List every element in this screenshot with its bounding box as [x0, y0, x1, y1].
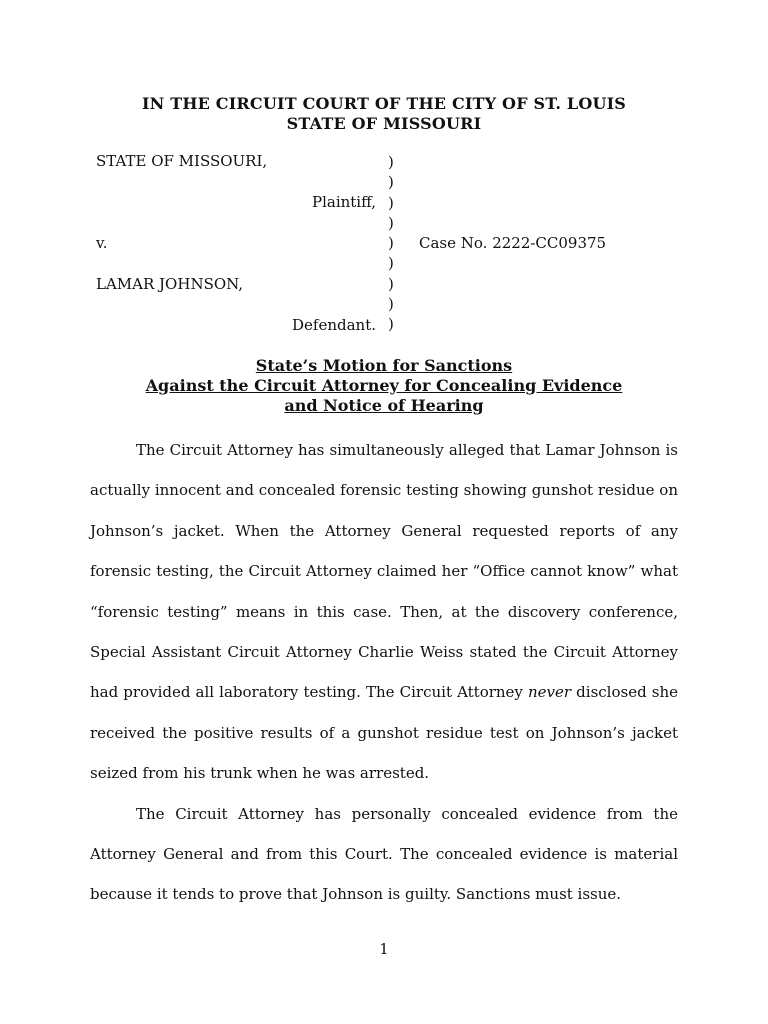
defendant-name: LAMAR JOHNSON, [96, 275, 244, 293]
caption-parenthesis: ) [388, 254, 394, 273]
motion-title [0, 356, 768, 416]
paragraph-1-text-end: disclosed she received the positive results of a gunshot residue test on Johnson’s jacket seized from his trunk when he was arrested. [90, 683, 679, 783]
motion-body [90, 430, 678, 915]
plaintiff-name: STATE OF MISSOURI, [96, 152, 268, 170]
paragraph-1-text-start: The Circuit Attorney has simultaneously alleged that Lamar Johnson is actually innocent and concealed forensic testing showing gunshot residue on Johnson’s jacket. When the Attorney General requested reports of any forensic testing, the Circuit Attorney claimed her “Office cannot know” what “forensic testing” means in this case. Then, at the discovery conference, Special Assistant Circuit Attorney Charlie Weiss stated the Circuit Attorney had provided all laboratory testing. The Circuit Attorney [90, 441, 678, 702]
caption-parenthesis: ) [388, 173, 394, 192]
body-paragraph-2: The Circuit Attorney has personally concealed evidence from the Attorney General and from this Court. The concealed evidence is material because it tends to prove that Johnson is guilty. Sanctions must issue. [90, 804, 678, 904]
court-heading-line-1: IN THE CIRCUIT COURT OF THE CITY OF ST. LOUIS [141, 94, 627, 113]
court-heading-line-2: STATE OF MISSOURI [286, 114, 482, 133]
case-number: Case No. 2222-CC09375 [419, 234, 607, 252]
motion-title-line-1: State’s Motion for Sanctions [255, 356, 513, 375]
caption-parenthesis: ) [388, 315, 394, 334]
caption-parenthesis: ) [388, 274, 394, 293]
versus-label: v. [96, 234, 108, 252]
caption-parenthesis: ) [388, 234, 394, 253]
plaintiff-label: Plaintiff, [311, 193, 376, 211]
caption-parenthesis: ) [388, 295, 394, 314]
body-paragraph-1 [90, 430, 678, 794]
caption-parenthesis-column [388, 152, 400, 335]
motion-title-line-3: and Notice of Hearing [284, 396, 484, 415]
caption-parenthesis: ) [388, 193, 394, 212]
case-caption [0, 152, 768, 342]
motion-title-line-2: Against the Circuit Attorney for Concealing Evidence [145, 376, 623, 395]
court-heading [0, 94, 768, 134]
page-number: 1 [379, 940, 389, 958]
caption-parenthesis: ) [388, 153, 394, 171]
caption-parenthesis: ) [388, 213, 394, 232]
defendant-label: Defendant. [292, 316, 376, 334]
paragraph-1-emphasis: never [528, 683, 572, 702]
